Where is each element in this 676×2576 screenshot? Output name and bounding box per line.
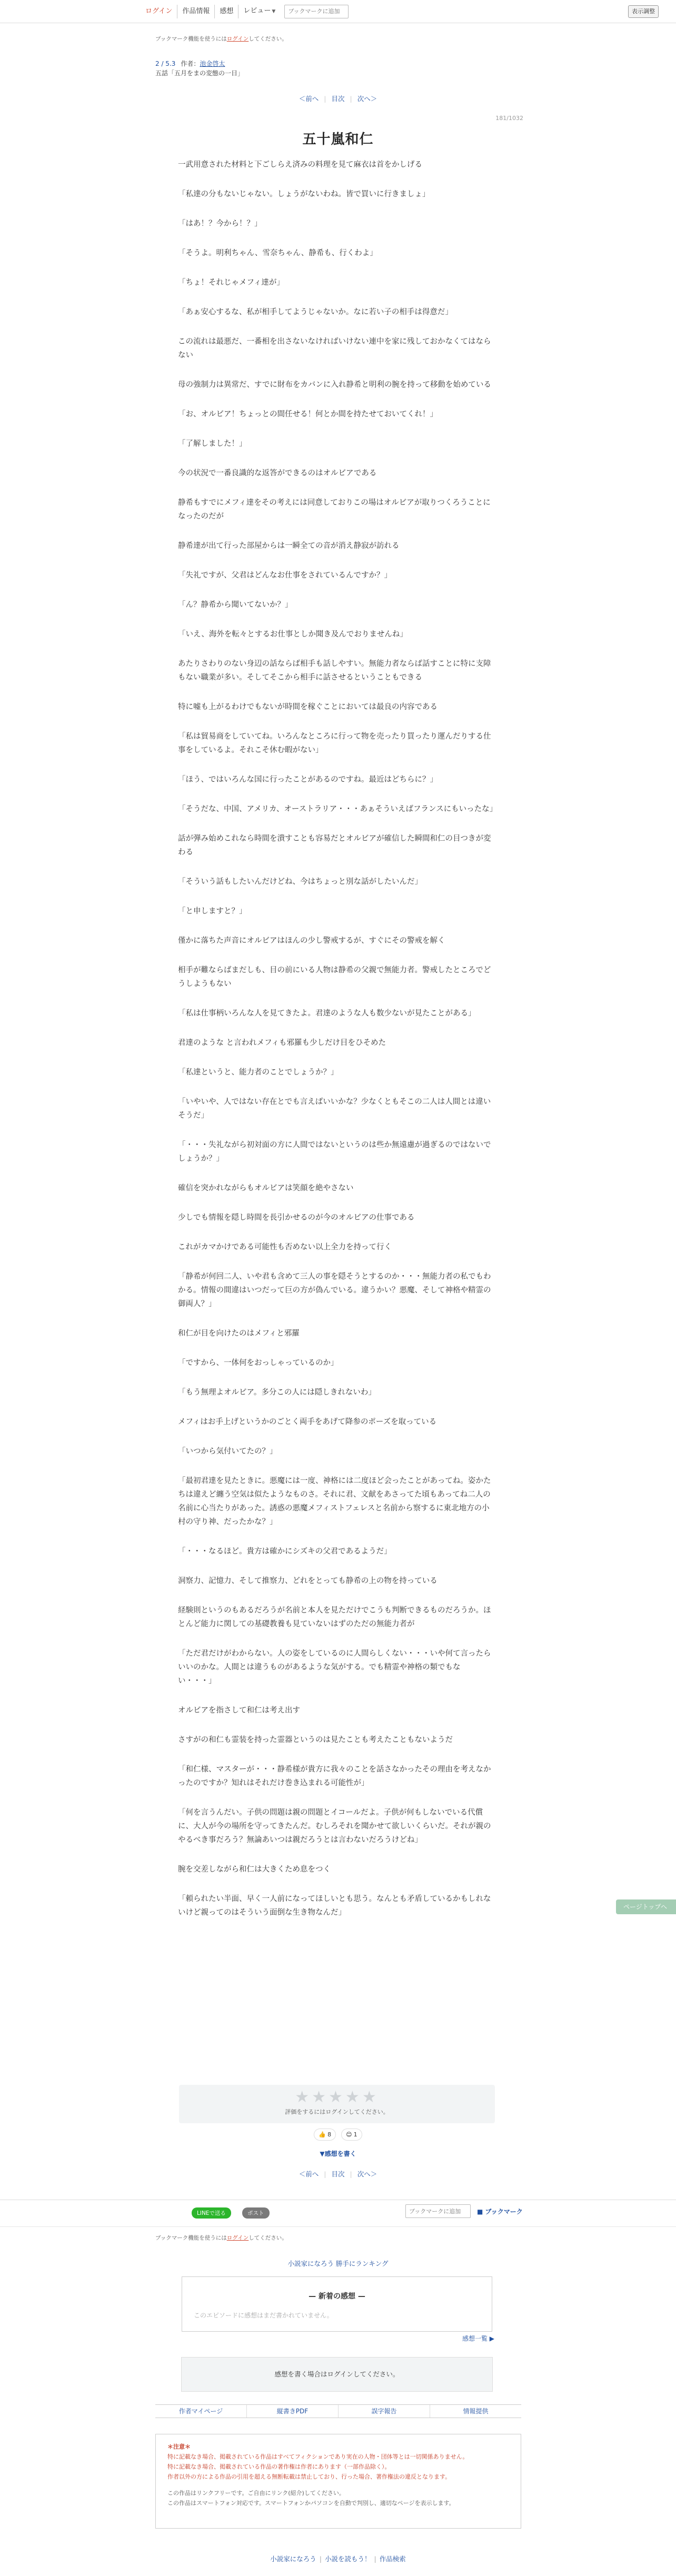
notice-heading: ＊注意＊: [167, 2443, 191, 2450]
body-paragraph: 「私は仕事柄いろんな人を見てきたよ。君達のような人も数少ないが見たことがある」: [178, 1009, 476, 1018]
body-paragraph: 「ですから、一体何をおっしゃっているのか」: [178, 1359, 339, 1367]
body-paragraph: 「・・・なるほど。貴方は確かにシズキの父君であるようだ」: [178, 1547, 392, 1556]
bookmark-add-field[interactable]: [284, 5, 349, 18]
novel-info: [155, 59, 225, 68]
body-paragraph: 「和仁様、マスターが・・・静希様が貴方に我々のことを話さなかったその理由を考えなかったのですか？知れはそれだけ巻き込まれる可能性が」: [178, 1765, 491, 1787]
body-paragraph: 腕を交差しながら和仁は大きくため息をつく: [178, 1865, 331, 1874]
yomou-link[interactable]: 小説を読もう！: [324, 2555, 371, 2563]
body-paragraph: メフィはお手上げというかのごとく両手をあげて降参のポーズを取っている: [178, 1418, 437, 1426]
page-top-button[interactable]: ページトップへ: [616, 1899, 676, 1914]
pager-separator: |: [350, 2170, 352, 2178]
top-header: [0, 0, 676, 23]
body-paragraph: 一武用意された材料と下ごしらえ済みの料理を見て麻衣は首をかしげる: [178, 161, 422, 169]
notice-line: この作品はスマートフォン対応です。スマートフォンかパソコンを自動で判別し、適切なページを表示します。: [167, 2500, 455, 2507]
reaction-thumbs-up[interactable]: [314, 2129, 336, 2141]
login-link[interactable]: ログイン: [142, 5, 177, 18]
body-paragraph: 「ん？静希から聞いてないか？」: [178, 601, 293, 609]
reaction-row: [0, 2129, 676, 2141]
nav-reviews-label: レビュー: [243, 7, 271, 15]
body-paragraph: 「了解しました！」: [178, 440, 247, 448]
body-paragraph: 「と申しますと？」: [178, 907, 247, 916]
author-mypage-link[interactable]: 作者マイページ: [155, 2405, 247, 2418]
footer-nav: [155, 2404, 521, 2418]
divider: [0, 2226, 676, 2227]
notice-line: 特に記載なき場合、掲載されている作品はすべてフィクションであり実在の人物・団体等とは一切関係ありません。: [167, 2453, 469, 2460]
body-paragraph: 相手が難ならばまだしも、目の前にいる人物は静希の父親で無能力者。警戒したところでどうしようもない: [178, 966, 491, 988]
series-title: 五話「五月をまの変態の一日」: [155, 69, 244, 77]
body-paragraph: 静希もすでにメフィ達をその考えには同意しておりこの場はオルビアが取りつくろうことになったのだが: [178, 499, 491, 521]
top-nav: [142, 4, 349, 18]
body-paragraph: 静希達が出て行った部屋からは一瞬全ての音が消え静寂が訪れる: [178, 542, 400, 550]
body-paragraph: 「お、オルビア！ちょっとの間任せる！何とか間を持たせておいてくれ！」: [178, 410, 438, 419]
bookmark-login-note-bottom: [155, 2234, 287, 2242]
notice-line: 作者以外の方による作品の引用を超える無断転載は禁止しており、行った場合、著作権法の違反となります。: [167, 2473, 451, 2480]
rating-stars[interactable]: ★★★★★: [295, 2088, 379, 2106]
bookmark-note-login-link[interactable]: ログイン: [226, 36, 249, 42]
body-paragraph: 「そうだな、中国、アメリカ、オーストラリア・・・あぁそういえばフランスにもいったな」: [178, 805, 498, 813]
body-paragraph: 君達のような と言われメフィも邪羅も少しだけ目をひそめた: [178, 1039, 386, 1047]
author-label: 作者：: [181, 60, 200, 67]
body-paragraph: 「はあ！？今から！？」: [178, 220, 262, 228]
typo-report-link[interactable]: 誤字報告: [339, 2405, 430, 2418]
smile-icon: 😊: [346, 2131, 352, 2138]
bookmark-icon: ■: [477, 2208, 483, 2215]
nav-impressions[interactable]: 感想: [215, 5, 238, 18]
ranking-link[interactable]: 小説家になろう 勝手にランキング: [287, 2260, 389, 2267]
body-paragraph: 「・・・失礼ながら初対面の方に人間ではないというのは些か無遠慮が過ぎるのではないでしょうか？」: [178, 1141, 491, 1163]
line-share-button[interactable]: LINEで送る: [192, 2207, 231, 2219]
search-link[interactable]: 作品検索: [379, 2555, 406, 2563]
body-paragraph: 「失礼ですが、父君はどんなお仕事をされているんですか？」: [178, 571, 392, 580]
bookmark-note-login-link[interactable]: ログイン: [226, 2235, 249, 2241]
display-settings-button[interactable]: 表示調整: [628, 5, 659, 18]
body-paragraph: 確信を突かれながらもオルビアは笑顔を絶やさない: [178, 1184, 354, 1192]
pager-separator: |: [324, 95, 326, 103]
impression-list-link[interactable]: 感想一覧 ▶: [462, 2335, 494, 2342]
vertical-pdf-link[interactable]: 縦書きPDF: [247, 2405, 339, 2418]
thumbs-up-icon: 👍: [319, 2131, 326, 2138]
nav-work-info[interactable]: 作品情報: [177, 5, 215, 18]
novel-body: [178, 158, 498, 1935]
body-paragraph: 少しでも情報を隠し時間を長引かせるのが今のオルビアの仕事である: [178, 1214, 415, 1222]
body-paragraph: 「静希が何回二人、いや君も含めて三人の事を隠そうとするのか・・・無能力者の私でもわかる。情報の間違はいつだって巨の方が偽んでいる。違うかい？悪魔、そして神格や精霊の御両人？」: [178, 1272, 491, 1308]
spacer: [167, 2482, 509, 2488]
body-paragraph: あたりさわりのない身辺の話ならば相手も話しやすい。無能力者ならば話すことに特に支障もない職業が多い。そしてそこから相手に話させるということもできる: [178, 660, 491, 682]
narou-link[interactable]: 小説家になろう: [270, 2555, 316, 2563]
body-paragraph: 僅かに落ちた声音にオルビアはほんの少し警戒するが、すぐにその警戒を解く: [178, 937, 445, 945]
impression-box: [182, 2276, 492, 2332]
body-paragraph: これがカマかけである可能性も否めない以上全力を持って行く: [178, 1243, 392, 1251]
body-paragraph: 話が弾み始めこれなら時間を潰すことも容易だとオルビアが確信した瞬間和仁の目つきが変わる: [178, 834, 491, 857]
notice-box: [155, 2434, 521, 2529]
link-separator: |: [319, 2555, 322, 2563]
bookmark-label: ブックマーク: [485, 2208, 523, 2215]
bookmark-add-field-bottom[interactable]: [405, 2204, 471, 2218]
body-paragraph: 「もう無理よオルビア。多分この人には隠しきれないわ」: [178, 1388, 376, 1397]
body-paragraph: 「いつから気付いてたの？」: [178, 1447, 277, 1456]
rating-login-note: 評価をするにはログインしてください。: [285, 2108, 389, 2115]
impression-title: — 新着の感想 —: [309, 2292, 365, 2301]
write-impression-link[interactable]: ▼感想を書く: [320, 2150, 356, 2157]
impression-empty-message: このエピソードに感想はまだ書かれていません。: [194, 2312, 333, 2319]
chapter-title: 五十嵐和仁: [302, 132, 374, 147]
body-paragraph: 母の強制力は異常だ、すでに財布をカバンに入れ静希と明利の腕を持って移動を始めている: [178, 381, 491, 389]
review-login-box: 感想を書く場合はログインしてください。: [181, 2357, 493, 2392]
next-link[interactable]: 次へ＞: [357, 2170, 377, 2178]
next-link[interactable]: 次へ＞: [357, 95, 377, 103]
body-paragraph: 「ちょ！それじゃメフィ達が」: [178, 279, 284, 287]
body-paragraph: 「私達というと、能力者のことでしょうか？」: [178, 1068, 339, 1077]
chevron-down-icon: ▼: [272, 9, 276, 14]
reaction-count: 1: [353, 2131, 357, 2138]
pager-bottom: [0, 2169, 676, 2179]
body-paragraph: 和仁が目を向けたのはメフィと邪羅: [178, 1329, 300, 1338]
body-paragraph: 「私は貿易商をしていてね。いろんなところに行って物を売ったり買ったり運んだりする仕事をしているよ。それこそ休む暇がない」: [178, 732, 491, 754]
body-paragraph: 「頼られたい半面、早く一人前になってほしいとも思う。なんとも矛盾しているかもしれないけど親ってのはそういう面倒な生き物なんだ」: [178, 1895, 491, 1917]
pager-top: [0, 94, 676, 103]
author-link[interactable]: 池金啓太: [200, 60, 225, 67]
body-paragraph: 「そういう話もしたいんだけどね、今はちょっと別な話がしたいんだ」: [178, 878, 422, 886]
prev-link[interactable]: ＜前へ: [299, 95, 319, 103]
toc-link[interactable]: 目次: [331, 2170, 345, 2178]
bottom-links: [0, 2554, 676, 2563]
reaction-count: 8: [327, 2131, 332, 2138]
link-separator: |: [374, 2555, 376, 2563]
prev-link[interactable]: ＜前へ: [299, 2170, 319, 2178]
body-paragraph: 経験則というのもあるだろうが名前と本人を見ただけでこうも判断できるものだろうか。ほとんど能力に関しての基礎教養も見ていないはずのただの無能力者が: [178, 1606, 491, 1628]
body-paragraph: この流れは最悪だ、一番相を出さないなければいけない連中を家に残しておかなくてはならない: [178, 337, 491, 360]
bookmark-note-pre: ブックマーク機能を使うには: [155, 2235, 227, 2241]
body-paragraph: 「何を言うんだい。子供の問題は親の問題とイコールだよ。子供が何もしないでいる代償に、大人が今の場所を守ってきたんだ。むしろそれを聞かせて欲しいくらいだ。それが親のやるべき事だろう？無論あいつは親だろうとは言わないだろうけどね」: [178, 1808, 491, 1844]
body-paragraph: オルビアを指さして和仁は考え出す: [178, 1706, 300, 1715]
x-post-button[interactable]: ポスト: [242, 2207, 270, 2219]
body-paragraph: 「最初君達を見たときに。悪魔には一度、神格には二度ほど会ったことがあってね。姿かたちは違えど纏う空気は似たようなものさ。それに君、文献をあさってた頃もあってね二人の名前に心当たりがあった。誘惑の悪魔メフィストフェレスと名前から察するに東北地方の小村の守り神、だったかな？」: [178, 1477, 491, 1526]
toc-link[interactable]: 目次: [331, 95, 345, 103]
pager-separator: |: [324, 2170, 326, 2178]
bookmark-button[interactable]: [477, 2207, 523, 2216]
body-paragraph: 「いえ、海外を転々とするお仕事としか聞き及んでおりませんね」: [178, 630, 407, 639]
page-indicator: 2 / 5.3: [155, 60, 176, 67]
body-paragraph: 今の状況で一番良識的な返答ができるのはオルビアである: [178, 469, 377, 478]
notice-line: この作品はリンクフリーです。ご自由にリンク(紹介)してください。: [167, 2490, 345, 2497]
body-paragraph: 「ほう、ではいろんな国に行ったことがあるのですね。最近はどちらに？」: [178, 775, 438, 784]
pager-separator: |: [350, 95, 352, 103]
body-paragraph: 洞察力、記憶力、そして推察力、どれをとっても静希の上の物を持っている: [178, 1577, 438, 1585]
nav-reviews[interactable]: [238, 4, 280, 18]
info-provide-link[interactable]: 情報提供: [463, 2408, 489, 2415]
body-paragraph: 「あぁ安心するな、私が相手してようじゃないか。なに若い子の相手は得意だ」: [178, 308, 453, 316]
body-paragraph: 「ただ君だけがわからない。人の姿をしているのに人間らしくない・・・いや何て言ったらいいのかな。人間とは違うものがあるような気がする。でも精霊や神格の類でもない・・・」: [178, 1649, 491, 1685]
bookmark-note-post: してください。: [248, 36, 287, 42]
body-paragraph: 「いやいや、人ではない存在とでも言えばいいかな？少なくともそこの二人は人間とは違いそうだ」: [178, 1098, 491, 1120]
notice-line: 特に記載なき場合、掲載されている作品の著作権は作者にあります（一部作品除く）。: [167, 2463, 391, 2470]
reaction-smile[interactable]: [341, 2129, 362, 2141]
bookmark-login-note: [155, 35, 287, 43]
body-paragraph: さすがの和仁も霊装を持った霊器というのは見たことも考えたこともないようだ: [178, 1736, 453, 1744]
body-paragraph: 「そうよ。明利ちゃん、雪奈ちゃん、静希も、行くわよ」: [178, 249, 377, 257]
bookmark-note-pre: ブックマーク機能を使うには: [155, 36, 227, 42]
bookmark-note-post: してください。: [248, 2235, 287, 2241]
body-paragraph: 特に嘘も上がるわけでもないが時間を稼ぐことにおいては最良の内容である: [178, 703, 438, 711]
episode-counter: 181/1032: [495, 115, 523, 122]
rating-box: [179, 2085, 495, 2123]
body-paragraph: 「私達の分もないじゃない。しょうがないわね。皆で買いに行きましょ」: [178, 190, 430, 198]
